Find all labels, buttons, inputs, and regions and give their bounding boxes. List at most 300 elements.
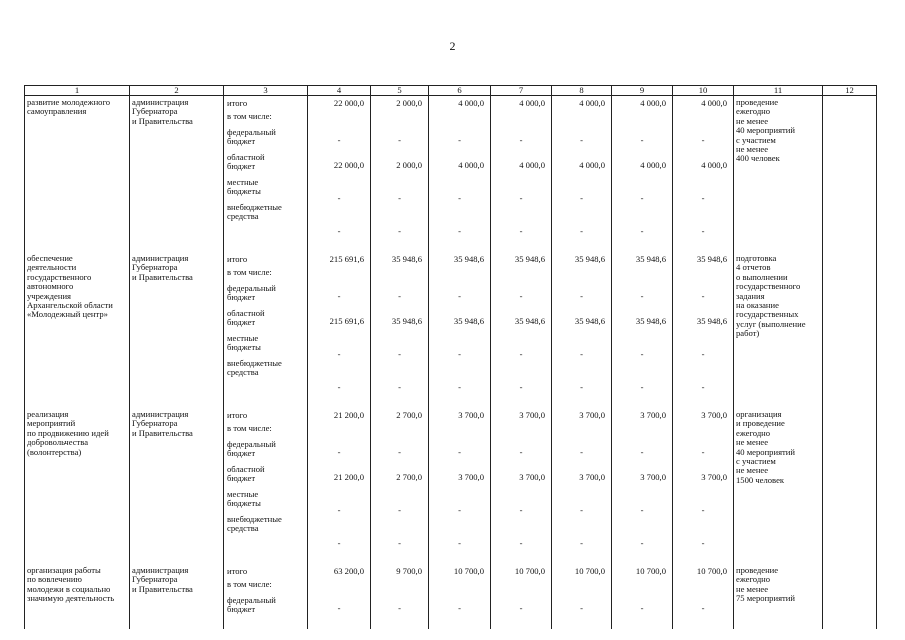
funding-value xyxy=(308,424,370,440)
result-cell xyxy=(734,96,823,253)
funding-value: - xyxy=(580,291,583,301)
funding-value: 10 700,0 xyxy=(453,566,484,576)
funding-value: - xyxy=(640,349,644,359)
executor-line: и Правительства xyxy=(132,271,193,282)
result-line: работ) xyxy=(736,328,760,339)
activity-cell xyxy=(25,252,130,408)
funding-value: - xyxy=(640,193,644,203)
funding-value: 22 000,0 xyxy=(333,98,364,108)
funding-value: - xyxy=(519,135,523,145)
source-cell xyxy=(224,252,308,408)
funding-value: 3 700,0 xyxy=(519,410,545,420)
funding-value: - xyxy=(398,291,401,301)
value-cell xyxy=(308,408,371,564)
result-line: не менее xyxy=(736,144,769,155)
funding-value: - xyxy=(519,226,523,236)
value-cell xyxy=(491,252,552,408)
note-cell xyxy=(823,564,877,629)
activity-line: обеспечение xyxy=(27,253,73,263)
funding-value: - xyxy=(580,447,583,457)
executor-line: администрация xyxy=(132,97,189,107)
executor-cell xyxy=(130,408,224,564)
source-label-line: бюджет xyxy=(227,136,256,147)
funding-value: - xyxy=(398,135,401,145)
result-line: услуг (выполнение xyxy=(736,318,806,329)
funding-value xyxy=(371,424,428,440)
result-line: не менее xyxy=(736,583,769,594)
activity-line: учреждения xyxy=(27,290,72,301)
value-cell xyxy=(308,564,371,629)
value-cell xyxy=(308,96,371,253)
result-line: не менее xyxy=(736,437,769,448)
funding-value: 2 000,0 xyxy=(396,98,422,108)
funding-value: 4 000,0 xyxy=(519,160,545,170)
source-label-line: средства xyxy=(227,523,259,534)
funding-value: - xyxy=(640,505,644,515)
source-label-line: федеральный xyxy=(227,439,276,449)
funding-value: 215 691,6 xyxy=(329,316,364,326)
result-line: 4 отчетов xyxy=(736,262,771,273)
funding-value: - xyxy=(701,538,705,548)
source-label-line: областной xyxy=(227,308,265,318)
source-label-line: бюджет xyxy=(227,448,256,459)
value-cell xyxy=(673,252,734,408)
table-row xyxy=(25,96,877,253)
funding-value: - xyxy=(398,538,401,548)
funding-value xyxy=(491,424,551,440)
funding-value: 35 948,6 xyxy=(635,316,666,326)
funding-value: - xyxy=(398,226,401,236)
value-cell xyxy=(429,96,491,253)
funding-value: - xyxy=(337,538,341,548)
source-label-line: средства xyxy=(227,367,259,378)
result-line: ежегодно xyxy=(736,574,771,585)
source-label-line: итого xyxy=(227,98,248,108)
source-label xyxy=(224,96,307,112)
funding-value xyxy=(552,580,611,596)
executor-line: администрация xyxy=(132,565,189,575)
funding-value: 4 000,0 xyxy=(519,98,545,108)
page-number: 2 xyxy=(449,39,456,53)
funding-value: 35 948,6 xyxy=(696,316,727,326)
funding-value: 4 000,0 xyxy=(458,160,484,170)
funding-value: - xyxy=(580,603,583,613)
result-line: ежегодно xyxy=(736,106,771,117)
funding-value xyxy=(673,424,733,440)
source-label xyxy=(224,359,307,384)
funding-value: 22 000,0 xyxy=(333,160,364,170)
table-row xyxy=(25,252,877,408)
activity-cell xyxy=(25,96,130,253)
source-label xyxy=(224,128,307,153)
source-label xyxy=(224,465,307,490)
source-label xyxy=(224,268,307,284)
funding-value: - xyxy=(701,291,705,301)
header-cell: 11 xyxy=(734,86,823,96)
funding-value: 35 948,6 xyxy=(453,316,484,326)
activity-line: по продвижению идей xyxy=(27,427,109,438)
source-label-line: местные xyxy=(227,177,259,187)
funding-value: - xyxy=(519,193,523,203)
result-line: проведение xyxy=(736,97,779,107)
source-label-line: бюджеты xyxy=(227,498,261,509)
funding-value xyxy=(673,580,733,596)
executor-line: администрация xyxy=(132,409,189,419)
funding-value: - xyxy=(458,538,461,548)
funding-value: 3 700,0 xyxy=(458,410,484,420)
source-label-line: бюджеты xyxy=(227,342,261,353)
funding-value xyxy=(308,112,370,128)
funding-value: - xyxy=(337,135,341,145)
source-label-line: федеральный xyxy=(227,283,276,293)
funding-value: - xyxy=(337,291,341,301)
funding-value: 4 000,0 xyxy=(579,160,605,170)
funding-value: - xyxy=(458,603,461,613)
funding-value: - xyxy=(398,447,401,457)
result-line: государственного xyxy=(736,281,801,292)
funding-value: - xyxy=(458,447,461,457)
funding-value: 3 700,0 xyxy=(701,472,727,482)
funding-value: - xyxy=(580,193,583,203)
source-cell xyxy=(224,564,308,629)
funding-value: - xyxy=(580,226,583,236)
result-cell xyxy=(734,252,823,408)
value-cell xyxy=(429,252,491,408)
source-label-line: внебюджетные xyxy=(227,358,282,368)
source-label-line: в том числе: xyxy=(227,423,272,433)
header-row xyxy=(25,86,877,96)
source-label xyxy=(224,203,307,228)
funding-value: - xyxy=(398,382,401,392)
executor-line: Губернатора xyxy=(132,574,178,585)
source-label xyxy=(224,252,307,268)
source-label xyxy=(224,334,307,359)
value-cell xyxy=(308,252,371,408)
executor-cell xyxy=(130,564,224,629)
executor-line: и Правительства xyxy=(132,115,193,126)
source-cell xyxy=(224,408,308,564)
funding-value xyxy=(491,112,551,128)
funding-value: 21 200,0 xyxy=(333,410,364,420)
note-cell xyxy=(823,96,877,253)
source-label-line: бюджет xyxy=(227,604,256,615)
funding-value xyxy=(612,424,672,440)
source-label xyxy=(224,515,307,540)
funding-value: - xyxy=(398,349,401,359)
source-label xyxy=(224,424,307,440)
source-label-line: итого xyxy=(227,566,248,576)
activity-line: добровольчества xyxy=(27,437,89,448)
funding-value: - xyxy=(398,505,401,515)
funding-value: 10 700,0 xyxy=(635,566,666,576)
funding-value: 35 948,6 xyxy=(391,316,422,326)
funding-value xyxy=(371,580,428,596)
source-label-line: областной xyxy=(227,464,265,474)
source-label xyxy=(224,596,307,621)
funding-value: 2 700,0 xyxy=(396,472,422,482)
result-line: 40 мероприятий xyxy=(736,125,795,136)
funding-value: - xyxy=(337,193,341,203)
funding-value: - xyxy=(458,135,461,145)
activity-line: по вовлечению xyxy=(27,574,82,585)
activity-line: государственного xyxy=(27,271,92,282)
funding-value: 3 700,0 xyxy=(579,410,605,420)
funding-value: - xyxy=(519,603,523,613)
header-cell: 9 xyxy=(612,86,673,96)
value-cell xyxy=(552,564,612,629)
funding-value: - xyxy=(580,349,583,359)
source-label-line: бюджет xyxy=(227,317,256,328)
source-label-line: внебюджетные xyxy=(227,202,282,212)
funding-value: - xyxy=(701,193,705,203)
activity-line: значимую деятельность xyxy=(27,593,115,604)
funding-value xyxy=(429,424,490,440)
funding-value: - xyxy=(701,349,705,359)
funding-value: 10 700,0 xyxy=(514,566,545,576)
funding-value xyxy=(552,112,611,128)
source-label xyxy=(224,564,307,580)
header-cell: 2 xyxy=(130,86,224,96)
source-label-line: в том числе: xyxy=(227,579,272,589)
funding-value: - xyxy=(458,193,461,203)
header-cell: 4 xyxy=(308,86,371,96)
executor-line: и Правительства xyxy=(132,427,193,438)
result-cell xyxy=(734,408,823,564)
funding-value: - xyxy=(701,505,705,515)
funding-value xyxy=(612,580,672,596)
funding-value: 4 000,0 xyxy=(458,98,484,108)
activity-line: молодежи в социально xyxy=(27,583,111,594)
value-cell xyxy=(552,408,612,564)
funding-value: - xyxy=(458,349,461,359)
source-label-line: в том числе: xyxy=(227,111,272,121)
executor-line: и Правительства xyxy=(132,583,193,594)
funding-value: 35 948,6 xyxy=(635,254,666,264)
funding-value xyxy=(429,112,490,128)
funding-value: 10 700,0 xyxy=(696,566,727,576)
funding-value: 3 700,0 xyxy=(640,472,666,482)
header-cell: 5 xyxy=(371,86,429,96)
funding-value: - xyxy=(398,603,401,613)
header-cell: 7 xyxy=(491,86,552,96)
funding-value: 3 700,0 xyxy=(701,410,727,420)
funding-value: - xyxy=(519,447,523,457)
source-label-line: бюджеты xyxy=(227,186,261,197)
funding-value: 4 000,0 xyxy=(701,160,727,170)
source-label-line: местные xyxy=(227,489,259,499)
result-line: не менее xyxy=(736,465,769,476)
header-cell: 8 xyxy=(552,86,612,96)
activity-line: организация работы xyxy=(27,565,101,575)
source-label-line: местные xyxy=(227,333,259,343)
source-label-line: бюджет xyxy=(227,473,256,484)
executor-cell xyxy=(130,252,224,408)
header-cell: 10 xyxy=(673,86,734,96)
value-cell xyxy=(673,564,734,629)
funding-value: 35 948,6 xyxy=(391,254,422,264)
funding-value: 35 948,6 xyxy=(514,254,545,264)
funding-value: - xyxy=(519,382,523,392)
funding-value: - xyxy=(398,193,401,203)
funding-value: - xyxy=(580,538,583,548)
source-label-line: итого xyxy=(227,410,248,420)
source-label xyxy=(224,178,307,203)
activity-cell xyxy=(25,564,130,629)
funding-value: 63 200,0 xyxy=(333,566,364,576)
table-row xyxy=(25,408,877,564)
source-label-line: итого xyxy=(227,254,248,264)
source-label xyxy=(224,284,307,309)
funding-value: 3 700,0 xyxy=(458,472,484,482)
activity-line: «Молодежный центр» xyxy=(27,309,108,320)
value-cell xyxy=(371,564,429,629)
funding-value: 4 000,0 xyxy=(640,160,666,170)
result-line: 40 мероприятий xyxy=(736,446,795,457)
note-cell xyxy=(823,252,877,408)
source-label-line: федеральный xyxy=(227,127,276,137)
result-line: с участием xyxy=(736,456,776,467)
funding-value: 215 691,6 xyxy=(329,254,364,264)
executor-line: Губернатора xyxy=(132,262,178,273)
funding-value: 3 700,0 xyxy=(579,472,605,482)
value-cell xyxy=(371,408,429,564)
funding-value: - xyxy=(640,538,644,548)
funding-value: - xyxy=(337,505,341,515)
funding-value: 35 948,6 xyxy=(696,254,727,264)
source-label-line: бюджет xyxy=(227,161,256,172)
source-label-line: средства xyxy=(227,211,259,222)
result-cell xyxy=(734,564,823,629)
value-cell xyxy=(491,408,552,564)
source-label xyxy=(224,580,307,596)
result-line: организация xyxy=(736,409,782,419)
funding-value: - xyxy=(701,135,705,145)
funding-value: - xyxy=(458,226,461,236)
source-label-line: в том числе: xyxy=(227,267,272,277)
executor-line: Губернатора xyxy=(132,418,178,429)
result-line: не менее xyxy=(736,115,769,126)
funding-value: - xyxy=(640,603,644,613)
result-line: с участием xyxy=(736,134,776,145)
source-label-line: федеральный xyxy=(227,595,276,605)
funding-value: - xyxy=(640,135,644,145)
result-line: 1500 человек xyxy=(736,474,785,485)
funding-value xyxy=(491,580,551,596)
funding-value: 9 700,0 xyxy=(396,566,422,576)
funding-value: 35 948,6 xyxy=(574,316,605,326)
funding-value: - xyxy=(580,135,583,145)
value-cell xyxy=(673,408,734,564)
funding-value: - xyxy=(580,382,583,392)
source-label-line: внебюджетные xyxy=(227,514,282,524)
header-cell: 12 xyxy=(823,86,877,96)
result-line: ежегодно xyxy=(736,427,771,438)
activity-line: реализация xyxy=(27,409,69,419)
funding-value xyxy=(308,268,370,284)
funding-value xyxy=(371,112,428,128)
header-cell: 1 xyxy=(25,86,130,96)
result-line: проведение xyxy=(736,565,779,575)
funding-value: - xyxy=(580,505,583,515)
result-line: и проведение xyxy=(736,418,785,429)
value-cell xyxy=(612,96,673,253)
note-cell xyxy=(823,408,877,564)
funding-value: 35 948,6 xyxy=(453,254,484,264)
result-line: подготовка xyxy=(736,253,777,263)
value-cell xyxy=(552,96,612,253)
funding-value: - xyxy=(458,291,461,301)
funding-value: 4 000,0 xyxy=(701,98,727,108)
funding-value: 2 700,0 xyxy=(396,410,422,420)
funding-value: - xyxy=(640,226,644,236)
funding-value: - xyxy=(458,505,461,515)
activity-cell xyxy=(25,408,130,564)
source-label-line: бюджет xyxy=(227,292,256,303)
funding-value: - xyxy=(519,538,523,548)
source-label xyxy=(224,112,307,128)
value-cell xyxy=(429,408,491,564)
value-cell xyxy=(612,564,673,629)
source-label xyxy=(224,153,307,178)
funding-value: - xyxy=(519,505,523,515)
activity-line: автономного xyxy=(27,281,74,292)
funding-value: 3 700,0 xyxy=(640,410,666,420)
funding-value xyxy=(429,580,490,596)
activity-line: (волонтерства) xyxy=(27,446,82,457)
value-cell xyxy=(371,252,429,408)
activity-line: самоуправления xyxy=(27,106,87,117)
executor-line: Губернатора xyxy=(132,106,178,117)
result-line: на оказание xyxy=(736,300,779,311)
result-line: задания xyxy=(736,290,765,301)
value-cell xyxy=(552,252,612,408)
result-line: о выполнении xyxy=(736,271,788,282)
funding-value xyxy=(673,112,733,128)
funding-value: - xyxy=(337,603,341,613)
table-row xyxy=(25,564,877,629)
result-line: государственных xyxy=(736,309,799,320)
funding-value: - xyxy=(701,226,705,236)
executor-cell xyxy=(130,96,224,253)
funding-value xyxy=(552,424,611,440)
funding-value: - xyxy=(519,349,523,359)
source-label xyxy=(224,490,307,515)
value-cell xyxy=(612,408,673,564)
funding-value xyxy=(371,268,428,284)
funding-value: - xyxy=(701,382,705,392)
funding-value: - xyxy=(337,349,341,359)
program-table xyxy=(24,85,877,629)
funding-value xyxy=(491,268,551,284)
funding-value: 2 000,0 xyxy=(396,160,422,170)
funding-value: 35 948,6 xyxy=(574,254,605,264)
funding-value: - xyxy=(337,382,341,392)
source-cell xyxy=(224,96,308,253)
value-cell xyxy=(612,252,673,408)
funding-value xyxy=(308,580,370,596)
value-cell xyxy=(429,564,491,629)
value-cell xyxy=(491,96,552,253)
value-cell xyxy=(371,96,429,253)
funding-value: - xyxy=(640,291,644,301)
funding-value: - xyxy=(640,447,644,457)
funding-value: 10 700,0 xyxy=(574,566,605,576)
funding-value: - xyxy=(337,447,341,457)
funding-value xyxy=(552,268,611,284)
funding-value: - xyxy=(519,291,523,301)
executor-line: администрация xyxy=(132,253,189,263)
source-label xyxy=(224,408,307,424)
